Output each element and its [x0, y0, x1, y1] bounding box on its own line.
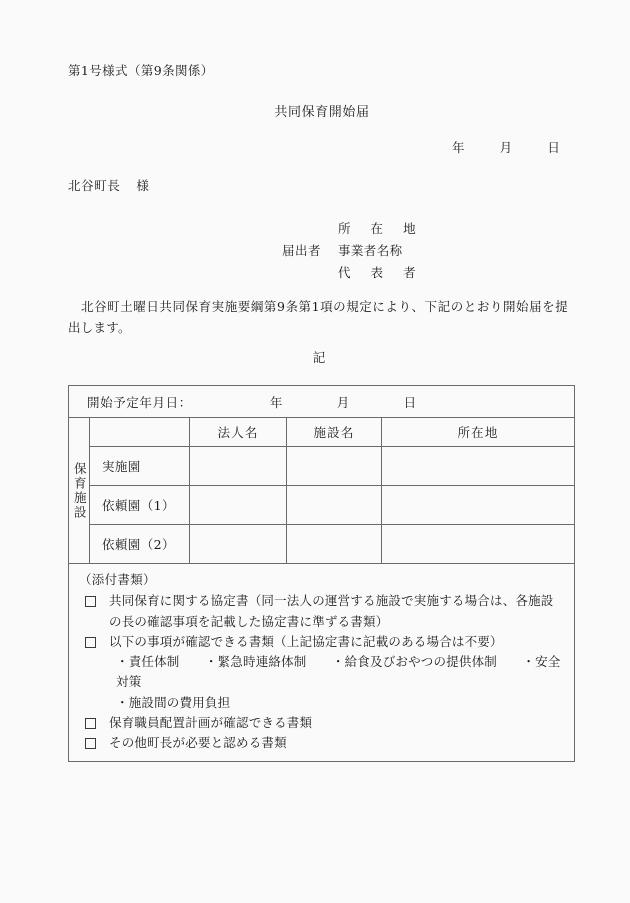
- date-day-label: 日: [547, 140, 561, 155]
- date-month-label: 月: [499, 140, 513, 155]
- cell-address-row1[interactable]: [382, 486, 575, 525]
- submitter-row-business-name: [282, 241, 416, 263]
- table-row: [69, 525, 575, 564]
- attachments-title: （添付書類）: [79, 572, 156, 587]
- table-row-headers: [69, 418, 575, 447]
- header-facility-name: 施設名: [287, 418, 382, 447]
- cell-corp-name-row1[interactable]: [190, 486, 287, 525]
- submitter-row-address: [282, 219, 416, 241]
- date-line: [452, 138, 560, 156]
- cell-address-row0[interactable]: [382, 447, 575, 486]
- main-form-table: [68, 385, 575, 762]
- submitter-block: [282, 219, 416, 285]
- row-label-requested-facility-2: 依頼園（2）: [90, 525, 190, 564]
- attachment-label-other-docs: その他町長が必要と認める書類: [109, 735, 287, 750]
- checkbox-icon[interactable]: [85, 637, 96, 648]
- addressee-name: 北谷町長: [68, 178, 121, 193]
- table-row: [69, 447, 575, 486]
- table-row-attachments: [69, 564, 575, 762]
- date-year-label: 年: [452, 140, 465, 155]
- start-date-year: 年: [269, 394, 283, 410]
- body-paragraph: 北谷町土曜日共同保育実施要綱第9条第1項の規定により、下記のとおり開始届を提出します。: [68, 299, 568, 335]
- checkbox-icon[interactable]: [85, 718, 96, 729]
- checkbox-icon[interactable]: [85, 596, 96, 607]
- addressee-honorific: 様: [136, 178, 150, 193]
- submitter-field-representative: 代表者: [338, 265, 416, 280]
- attachment-subitem-2: ・施設間の費用負担: [116, 694, 231, 710]
- row-label-requested-facility-1: 依頼園（1）: [90, 486, 190, 525]
- attachment-label-confirmable-docs: 以下の事項が確認できる書類（上記協定書に記載のある場合は不要）: [109, 633, 503, 649]
- header-address: 所在地: [382, 418, 575, 447]
- attachment-item-staffing-plan[interactable]: [79, 713, 566, 733]
- cell-corp-name-row2[interactable]: [190, 525, 287, 564]
- ki-mark: 記: [312, 350, 326, 365]
- addressee-line: [68, 176, 150, 194]
- header-blank: [90, 418, 190, 447]
- row-label-implementing-facility: 実施園: [90, 447, 190, 486]
- attachment-item-agreement[interactable]: [79, 591, 566, 632]
- submitter-field-address: 所在地: [338, 221, 416, 236]
- attachment-label-staffing-plan: 保育職員配置計画が確認できる書類: [109, 714, 313, 730]
- form-number: 第1号様式（第9条関係）: [68, 63, 214, 78]
- cell-facility-name-row1[interactable]: [287, 486, 382, 525]
- cell-facility-name-row0[interactable]: [287, 447, 382, 486]
- submitter-tag: 届出者: [282, 243, 322, 258]
- submitter-field-business-name: 事業者名称: [338, 243, 403, 258]
- document-title: 共同保育開始届: [274, 105, 370, 120]
- start-date-cell[interactable]: [69, 386, 575, 418]
- attachment-subitem-1: ・責任体制 ・緊急時連絡体制 ・給食及びおやつの提供体制 ・安全対策: [116, 654, 561, 690]
- header-corp-name: 法人名: [190, 418, 287, 447]
- cell-facility-name-row2[interactable]: [287, 525, 382, 564]
- table-row: [69, 486, 575, 525]
- submitter-row-representative: [282, 263, 416, 285]
- attachments-cell: [69, 564, 575, 762]
- checkbox-icon[interactable]: [85, 738, 96, 749]
- start-date-month: 月: [336, 394, 350, 410]
- vertical-label-cell: [69, 418, 90, 564]
- vertical-label-childcare-facility: 保育施設: [72, 461, 88, 520]
- attachment-label-agreement: 共同保育に関する協定書（同一法人の運営する施設で実施する場合は、各施設の長の確認事項を記載した協定書に準ずる書類）: [109, 593, 554, 629]
- attachment-item-other-docs[interactable]: [79, 733, 566, 753]
- table-row-start-date: [69, 386, 575, 418]
- start-date-label: 開始予定年月日：: [87, 394, 192, 410]
- start-date-day: 日: [403, 394, 417, 410]
- attachment-item-confirmable-docs[interactable]: [79, 632, 566, 652]
- cell-corp-name-row0[interactable]: [190, 447, 287, 486]
- cell-address-row2[interactable]: [382, 525, 575, 564]
